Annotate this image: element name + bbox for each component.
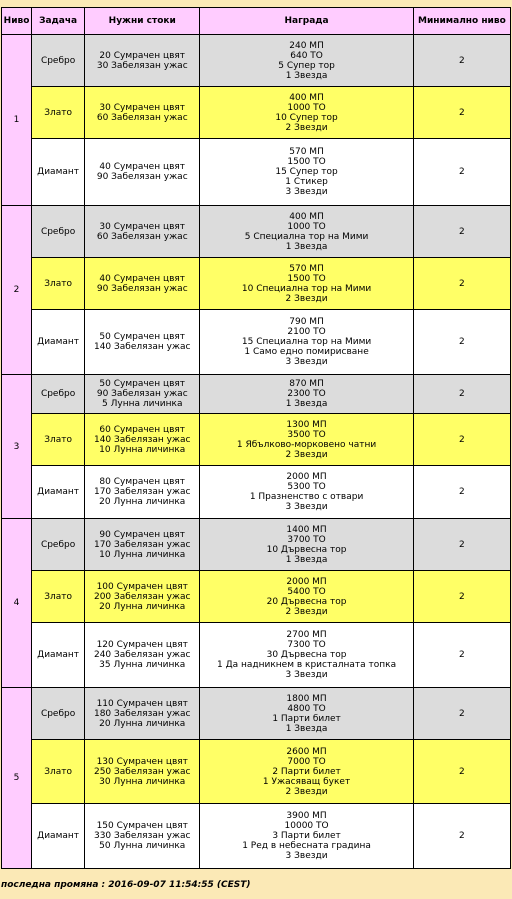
table-row: [2, 139, 510, 205]
reward-line: 30 Дървесна тор: [266, 650, 347, 660]
reward-line: 3 Звезди: [285, 357, 328, 367]
reward-line: 20 Дървесна тор: [266, 596, 347, 607]
reward-line: 1 Звезда: [285, 70, 328, 81]
level-cell: 2: [2, 206, 31, 374]
stock-cell: [85, 688, 199, 739]
reward-line: 7300 ТО: [287, 640, 326, 650]
stock-line: 150 Сумрачен цвят: [96, 821, 188, 831]
table-row: [2, 519, 510, 570]
reward-line: 400 МП: [289, 92, 324, 103]
stock-cell: [85, 414, 199, 465]
reward-line: 570 МП: [289, 147, 324, 157]
reward-line: 1 Само едно помирисване: [244, 347, 369, 357]
stock-cell: [85, 740, 199, 803]
reward-line: 1500 ТО: [287, 273, 326, 284]
reward-line: 2600 МП: [286, 746, 327, 757]
stock-line: 50 Сумрачен цвят: [99, 332, 186, 342]
min-level-cell: 2: [414, 466, 510, 518]
header-stock: Нужни стоки: [85, 8, 199, 34]
stock-line: 30 Сумрачен цвят: [99, 221, 186, 232]
reward-line: 10 Супер тор: [275, 112, 338, 123]
reward-line: 3 Звезди: [285, 187, 328, 197]
reward-line: 1 Празненство с отвари: [249, 492, 364, 502]
reward-line: 10 Специална тор на Мими: [241, 283, 372, 294]
task-cell: Диамант: [32, 139, 84, 205]
stock-line: 170 Забелязан ужас: [93, 539, 191, 550]
reward-cell: [200, 258, 412, 309]
reward-line: 3500 ТО: [287, 429, 326, 440]
min-level-cell: 2: [414, 519, 510, 570]
min-level-cell: 2: [414, 375, 510, 413]
stock-line: 20 Лунна личинка: [99, 601, 186, 612]
table-row: [2, 466, 510, 518]
stock-line: 170 Забелязан ужас: [93, 487, 191, 497]
task-cell: Диамант: [32, 310, 84, 374]
stock-cell: [85, 375, 199, 413]
stock-line: 110 Сумрачен цвят: [96, 698, 188, 709]
reward-line: 3 Звезди: [285, 670, 328, 680]
reward-line: 640 ТО: [290, 50, 323, 61]
reward-cell: [200, 688, 412, 739]
stock-cell: [85, 35, 199, 86]
reward-line: 790 МП: [289, 317, 324, 327]
stock-line: 130 Сумрачен цвят: [96, 756, 188, 767]
reward-cell: [200, 310, 412, 374]
stock-line: 60 Забелязан ужас: [96, 231, 188, 242]
stock-line: 20 Лунна личинка: [99, 718, 186, 729]
table-row: [2, 310, 510, 374]
stock-line: 50 Сумрачен цвят: [99, 379, 186, 389]
reward-line: 5 Супер тор: [278, 60, 335, 71]
level-cell: 3: [2, 375, 31, 518]
stock-line: 330 Забелязан ужас: [93, 831, 191, 841]
stock-line: 240 Забелязан ужас: [93, 650, 191, 660]
table-row: [2, 804, 510, 868]
reward-line: 3 Звезди: [285, 851, 328, 861]
reward-line: 2 Звезди: [285, 606, 328, 617]
reward-cell: [200, 35, 412, 86]
reward-line: 10000 ТО: [284, 821, 329, 831]
stock-cell: [85, 466, 199, 518]
task-cell: Сребро: [32, 206, 84, 257]
reward-line: 2 Звезди: [285, 449, 328, 460]
reward-line: 3700 ТО: [287, 534, 326, 545]
header-min-level: Минимално ниво: [414, 8, 510, 34]
header-reward: Награда: [200, 8, 412, 34]
min-level-cell: 2: [414, 623, 510, 687]
reward-cell: [200, 623, 412, 687]
reward-cell: [200, 206, 412, 257]
table-row: [2, 740, 510, 803]
quest-table-wrapper: [0, 7, 512, 869]
reward-line: 400 МП: [289, 211, 324, 222]
stock-line: 20 Сумрачен цвят: [99, 50, 186, 61]
reward-line: 2300 ТО: [287, 389, 326, 399]
min-level-cell: 2: [414, 35, 510, 86]
stock-cell: [85, 206, 199, 257]
stock-cell: [85, 310, 199, 374]
task-cell: Диамант: [32, 623, 84, 687]
reward-line: 15 Супер тор: [275, 167, 338, 177]
reward-cell: [200, 139, 412, 205]
reward-line: 1 Звезда: [285, 399, 328, 409]
stock-line: 20 Лунна личинка: [99, 497, 186, 507]
header-row: [2, 8, 510, 34]
table-row: [2, 414, 510, 465]
stock-line: 90 Забелязан ужас: [96, 389, 188, 399]
table-row: [2, 258, 510, 309]
task-cell: Злато: [32, 571, 84, 622]
reward-line: 1 Ябълково-морковено чатни: [236, 439, 377, 450]
stock-line: 140 Забелязан ужас: [93, 434, 191, 445]
min-level-cell: 2: [414, 571, 510, 622]
reward-line: 2 Звезди: [285, 122, 328, 133]
stock-line: 100 Сумрачен цвят: [96, 581, 188, 592]
level-cell: 5: [2, 688, 31, 868]
reward-line: 2 Звезди: [285, 293, 328, 304]
reward-line: 1 Звезда: [285, 241, 328, 252]
task-cell: Сребро: [32, 688, 84, 739]
stock-line: 30 Забелязан ужас: [96, 60, 188, 71]
table-row: [2, 688, 510, 739]
reward-line: 570 МП: [289, 263, 324, 274]
task-cell: Диамант: [32, 804, 84, 868]
stock-cell: [85, 258, 199, 309]
min-level-cell: 2: [414, 310, 510, 374]
stock-line: 60 Сумрачен цвят: [99, 424, 186, 435]
reward-line: 7000 ТО: [287, 756, 326, 767]
reward-line: 1 Звезда: [285, 554, 328, 565]
stock-line: 250 Забелязан ужас: [93, 766, 191, 777]
stock-cell: [85, 519, 199, 570]
table-row: [2, 375, 510, 413]
header-level: Ниво: [2, 8, 31, 34]
reward-cell: [200, 804, 412, 868]
reward-cell: [200, 571, 412, 622]
min-level-cell: 2: [414, 414, 510, 465]
reward-line: 1000 ТО: [287, 102, 326, 113]
reward-line: 1 Стикер: [285, 177, 328, 187]
task-cell: Сребро: [32, 519, 84, 570]
task-cell: Злато: [32, 414, 84, 465]
reward-line: 3900 МП: [286, 811, 327, 821]
stock-line: 90 Сумрачен цвят: [99, 529, 186, 540]
table-row: [2, 571, 510, 622]
reward-line: 2000 МП: [286, 472, 327, 482]
stock-cell: [85, 623, 199, 687]
stock-line: 80 Сумрачен цвят: [99, 477, 186, 487]
stock-line: 120 Сумрачен цвят: [96, 640, 188, 650]
reward-line: 1300 МП: [286, 419, 327, 430]
stock-line: 10 Лунна личинка: [99, 549, 186, 560]
reward-line: 1800 МП: [286, 693, 327, 704]
stock-line: 60 Забелязан ужас: [96, 112, 188, 123]
stock-line: 90 Забелязан ужас: [96, 283, 188, 294]
min-level-cell: 2: [414, 804, 510, 868]
stock-line: 30 Лунна личинка: [99, 776, 186, 787]
reward-line: 2000 МП: [286, 576, 327, 587]
reward-line: 3 Звезди: [285, 502, 328, 512]
table-row: [2, 206, 510, 257]
reward-line: 240 МП: [289, 40, 324, 51]
stock-line: 30 Сумрачен цвят: [99, 102, 186, 113]
stock-line: 40 Сумрачен цвят: [99, 162, 186, 172]
min-level-cell: 2: [414, 740, 510, 803]
stock-cell: [85, 139, 199, 205]
level-cell: 4: [2, 519, 31, 687]
reward-line: 1 Ужасяващ букет: [262, 776, 351, 787]
reward-cell: [200, 375, 412, 413]
stock-line: 5 Лунна личинка: [102, 399, 183, 409]
header-task: Задача: [32, 8, 84, 34]
reward-line: 1 Парти билет: [272, 713, 341, 724]
min-level-cell: 2: [414, 206, 510, 257]
task-cell: Злато: [32, 258, 84, 309]
stock-line: 180 Забелязан ужас: [93, 708, 191, 719]
reward-line: 10 Дървесна тор: [266, 544, 347, 555]
reward-line: 4800 ТО: [287, 703, 326, 714]
reward-line: 5300 ТО: [287, 482, 326, 492]
reward-cell: [200, 519, 412, 570]
table-row: [2, 35, 510, 86]
reward-line: 2 Парти билет: [272, 766, 341, 777]
reward-line: 2100 ТО: [287, 327, 326, 337]
task-cell: Злато: [32, 87, 84, 138]
quest-table: [1, 7, 511, 869]
table-row: [2, 623, 510, 687]
reward-cell: [200, 414, 412, 465]
reward-line: 1 Ред в небесната градина: [242, 841, 371, 851]
reward-line: 1 Да надникнем в кристалната топка: [217, 660, 397, 670]
stock-line: 50 Лунна личинка: [99, 841, 186, 851]
stock-cell: [85, 804, 199, 868]
reward-line: 2700 МП: [286, 630, 327, 640]
quest-table-body: [2, 35, 510, 868]
task-cell: Злато: [32, 740, 84, 803]
min-level-cell: 2: [414, 139, 510, 205]
stock-line: 90 Забелязан ужас: [96, 172, 188, 182]
reward-cell: [200, 87, 412, 138]
reward-line: 5400 ТО: [287, 586, 326, 597]
reward-line: 1500 ТО: [287, 157, 326, 167]
min-level-cell: 2: [414, 688, 510, 739]
reward-cell: [200, 466, 412, 518]
task-cell: Сребро: [32, 375, 84, 413]
level-cell: 1: [2, 35, 31, 205]
reward-line: 2 Звезди: [285, 786, 328, 797]
table-row: [2, 87, 510, 138]
task-cell: Диамант: [32, 466, 84, 518]
reward-line: 1 Звезда: [285, 723, 328, 734]
reward-line: 5 Специална тор на Мими: [244, 231, 369, 242]
last-modified-note: последна промяна : 2016-09-07 11:54:55 (CEST): [1, 880, 251, 890]
task-cell: Сребро: [32, 35, 84, 86]
reward-line: 870 МП: [289, 379, 324, 389]
reward-line: 1400 МП: [286, 524, 327, 535]
stock-cell: [85, 87, 199, 138]
reward-line: 15 Специална тор на Мими: [241, 337, 372, 347]
stock-cell: [85, 571, 199, 622]
min-level-cell: 2: [414, 258, 510, 309]
stock-line: 200 Забелязан ужас: [93, 591, 191, 602]
reward-line: 3 Парти билет: [272, 831, 341, 841]
stock-line: 140 Забелязан ужас: [93, 342, 191, 352]
min-level-cell: 2: [414, 87, 510, 138]
stock-line: 35 Лунна личинка: [99, 660, 186, 670]
reward-line: 1000 ТО: [287, 221, 326, 232]
stock-line: 40 Сумрачен цвят: [99, 273, 186, 284]
reward-cell: [200, 740, 412, 803]
stock-line: 10 Лунна личинка: [99, 444, 186, 455]
